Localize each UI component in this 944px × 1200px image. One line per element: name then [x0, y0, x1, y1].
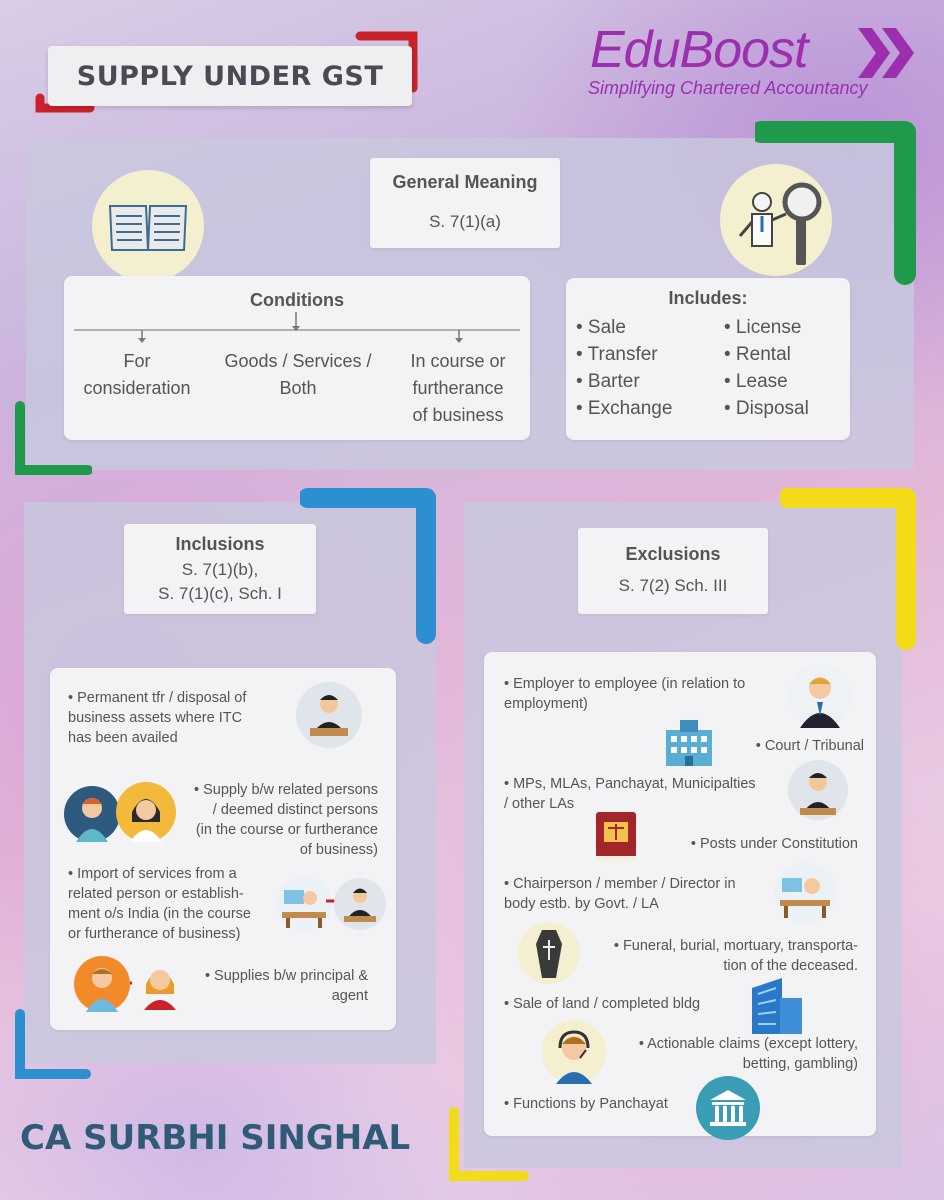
exclusion-item-7: • Sale of land / completed bldg [504, 996, 701, 1012]
inclusions-ref-1: S. 7(1)(b), [181, 560, 259, 579]
inclusions-heading: Inclusions [175, 534, 265, 554]
call-agent-icon [542, 1020, 606, 1084]
inclusions-ref-2: S. 7(1)(c), Sch. I [158, 584, 282, 603]
general-meaning-heading: General Meaning [392, 172, 538, 192]
conditions-heading: Conditions [250, 290, 344, 310]
exclusion-item-8: • Actionable claims (except lottery, betting, gambling) [638, 1036, 858, 1072]
remote-worker-icon [276, 876, 332, 932]
exclusion-item-4: • Posts under Constitution [690, 836, 858, 852]
general-meaning-box [370, 158, 560, 248]
exclusions-ref: S. 7(2) Sch. III [618, 576, 728, 595]
includes-card [566, 278, 850, 440]
person-man-icon [64, 786, 120, 842]
magnifier-person-icon [720, 164, 832, 276]
exclusions-header-box [578, 528, 768, 614]
director-desk-icon [774, 862, 836, 924]
includes-list-right: • License • Rental • Lease • Disposal [724, 317, 809, 419]
tower-building-icon [746, 974, 806, 1036]
exclusion-item-1: • Employer to employee (in relation to employment) [504, 676, 746, 712]
person-woman-icon [116, 782, 176, 842]
page-title: SUPPLY UNDER GST [48, 46, 412, 106]
condition-consideration: For consideration [83, 351, 191, 398]
inclusion-item-2: • Supply b/w related persons / deemed distinct persons (in the course or furtherance of business) [193, 782, 378, 858]
exclusion-item-6: • Funeral, burial, mortuary, transporta- tion of the deceased. [613, 938, 858, 974]
officer-small-icon [334, 878, 386, 930]
inclusion-item-3: • Import of services from a related person or establish- ment o/s India (in the course or furtherance of business) [68, 866, 251, 942]
inclusion-item-4: • Supplies b/w principal & agent [204, 968, 368, 1004]
conditions-card [64, 276, 530, 440]
politician-icon [788, 760, 848, 820]
exclusion-item-5: • Chairperson / member / Director in body estb. by Govt. / LA [504, 876, 736, 912]
exclusion-item-3: • MPs, MLAs, Panchayat, Municipalties / other LAs [504, 776, 756, 812]
inclusions-card [50, 668, 396, 1030]
includes-list-left: • Sale • Transfer • Barter • Exchange [576, 317, 673, 419]
inclusion-item-1: • Permanent tfr / disposal of business assets where ITC has been availed [68, 690, 247, 746]
book-icon [92, 170, 204, 282]
exclusion-item-9: • Functions by Panchayat [504, 1096, 668, 1112]
employee-icon [788, 664, 852, 728]
court-building-icon [660, 716, 718, 768]
principal-icon [74, 956, 130, 1012]
constitution-book-icon [588, 808, 644, 866]
exclusions-heading: Exclusions [625, 544, 721, 564]
panchayat-building-icon [696, 1076, 760, 1140]
brand-logo: EduBoost [590, 21, 808, 79]
brand-chevron-icon [858, 28, 922, 78]
conditions-connector [64, 312, 530, 344]
brand-tagline: Simplifying Chartered Accountancy [588, 78, 868, 98]
coffin-icon [518, 922, 580, 984]
author-name: CA SURBHI SINGHAL [20, 1118, 411, 1158]
inclusions-header-box [124, 524, 316, 614]
condition-furtherance: In course or furtherance of business [410, 351, 506, 425]
officer-at-desk-icon [296, 682, 362, 748]
condition-goods-services: Goods / Services / Both [224, 351, 372, 398]
yellow-corner-top-right [780, 484, 924, 650]
includes-heading: Includes: [668, 288, 748, 308]
general-meaning-section: S. 7(1)(a) [429, 212, 501, 231]
blue-corner-top-right [300, 484, 444, 644]
exclusion-item-2: • Court / Tribunal [755, 738, 864, 754]
exclusions-card [484, 652, 876, 1136]
